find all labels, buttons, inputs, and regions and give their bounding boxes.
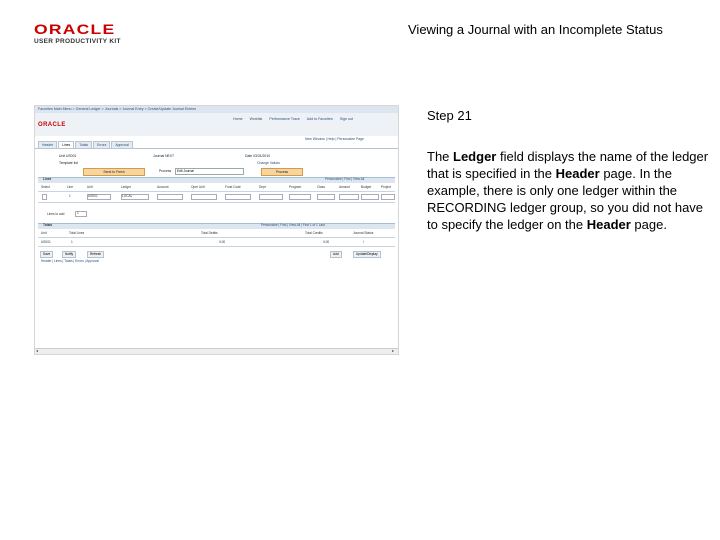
tab-errors: Errors (93, 141, 110, 148)
line-class-input (317, 194, 335, 200)
step-number: Step 21 (427, 108, 472, 123)
line-dept-input (259, 194, 283, 200)
tab-divider (35, 148, 398, 149)
tab-approval: Approval (111, 141, 132, 148)
col-amount: Amount (339, 185, 350, 189)
header-term-2: Header (586, 217, 631, 232)
line-select-checkbox (42, 194, 47, 200)
grid-row-separator (38, 191, 395, 192)
col-class: Class (317, 185, 325, 189)
totals-col-unit: Unit (41, 231, 47, 235)
col-unit: Unit (87, 185, 93, 189)
oracle-upk-logo (34, 22, 124, 45)
line-program-input (289, 194, 311, 200)
scroll-right-icon: ▸ (392, 348, 395, 353)
change-values-link: Change Values (257, 161, 280, 165)
col-budget: Budget (361, 185, 372, 189)
line-budget-input (361, 194, 379, 200)
unit-label: Unit US001 (59, 154, 77, 158)
oracle-logo-text: ORACLE (34, 21, 116, 37)
line-amount-input (339, 194, 359, 200)
line-project-input (381, 194, 395, 200)
upk-logo-subtitle: USER PRODUCTIVITY KIT (34, 38, 121, 45)
lines-to-add-value: 1 (77, 211, 79, 215)
totals-status-value: I (363, 240, 364, 244)
col-select: Select (41, 185, 50, 189)
screenshot-app-logo: ORACLE (38, 122, 66, 128)
update-display-button: Update/Display (353, 251, 381, 258)
totals-grid-title: Totals (43, 223, 53, 227)
ledger-term: Ledger (453, 149, 497, 164)
lines-grid-nav: Personalize | Find | View All (325, 177, 365, 181)
totals-grid-header (38, 223, 395, 229)
col-fund-code: Fund Code (225, 185, 241, 189)
line-unit-value: US001 (88, 194, 98, 198)
tab-header: Header (38, 141, 57, 148)
line-account-input (157, 194, 183, 200)
header-link-favorites: Add to Favorites (306, 117, 333, 121)
totals-unit-value: US001 (41, 240, 51, 244)
totals-col-lines: Total Lines (69, 231, 85, 235)
process-label: Process (159, 169, 172, 173)
col-account: Account (157, 185, 169, 189)
application-screenshot (34, 105, 399, 355)
screenshot-header-links (233, 117, 359, 121)
line-number: 1 (69, 194, 71, 198)
save-button: Save (40, 251, 53, 258)
header-link-trace: Performance Trace (269, 117, 300, 121)
header-term: Header (555, 166, 600, 181)
totals-debits-value: 0.00 (219, 240, 226, 244)
header-link-signout: Sign out (339, 117, 354, 121)
grid-row-separator-2 (38, 202, 395, 203)
tab-lines: Lines (58, 141, 74, 148)
notify-button: Notify (62, 251, 76, 258)
col-line: Line (67, 185, 74, 189)
horizontal-scrollbar (35, 348, 398, 355)
screenshot-page-links: New Window | Help | Personalize Page (305, 137, 364, 141)
col-ledger: Ledger (121, 185, 131, 189)
add-button: Add (330, 251, 342, 258)
send-to-fresh-button: Send to Fresh (83, 168, 145, 176)
journal-label: Journal NEXT (153, 154, 175, 158)
lines-to-add-label: Lines to add (47, 212, 65, 216)
screenshot-tabs (38, 141, 134, 148)
process-select: Edit Journal (175, 168, 244, 175)
line-oper-unit-input (191, 194, 217, 200)
template-label: Template list (59, 161, 78, 165)
line-fund-code-input (225, 194, 251, 200)
col-program: Program (289, 185, 302, 189)
line-ledger-value: LOCAL (122, 194, 133, 198)
totals-lines-value: 1 (71, 240, 73, 244)
lines-grid-title: Lines (43, 177, 52, 181)
footer-page-links: Header | Lines | Totals | Errors | Approval (41, 259, 99, 263)
totals-col-credits: Total Credits (305, 231, 323, 235)
refresh-button: Refresh (87, 251, 104, 258)
col-dept: Dept (259, 185, 266, 189)
header-link-worklist: Worklist (249, 117, 263, 121)
slide-title: Viewing a Journal with an Incomplete Status (408, 22, 663, 37)
col-project: Project (381, 185, 391, 189)
screenshot-breadcrumb: Favorites Main Menu > General Ledger > Journals > Journal Entry > Create/Update Journal Entries (38, 107, 197, 111)
totals-row-separator-2 (38, 246, 395, 247)
totals-col-status: Journal Status (353, 231, 374, 235)
col-oper-unit: Oper Unit (191, 185, 205, 189)
tab-totals: Totals (75, 141, 92, 148)
totals-grid-nav: Personalize | Find | View All | First 1 of 1 Last (261, 223, 325, 227)
scroll-left-icon: ◂ (36, 348, 39, 353)
process-button: Process (261, 168, 303, 176)
step-description: The Ledger field displays the name of the ledger that is specified in the Header page. In the example, there is only one ledger within the RECORDING ledger group, so you did not have to specify the ledger on the Header page. (427, 149, 709, 232)
header-link-home: Home (233, 117, 243, 121)
totals-row-separator (38, 237, 395, 238)
totals-col-debits: Total Debits (201, 231, 218, 235)
date-label: Date 03/31/2010 (245, 154, 271, 158)
totals-credits-value: 0.00 (323, 240, 330, 244)
